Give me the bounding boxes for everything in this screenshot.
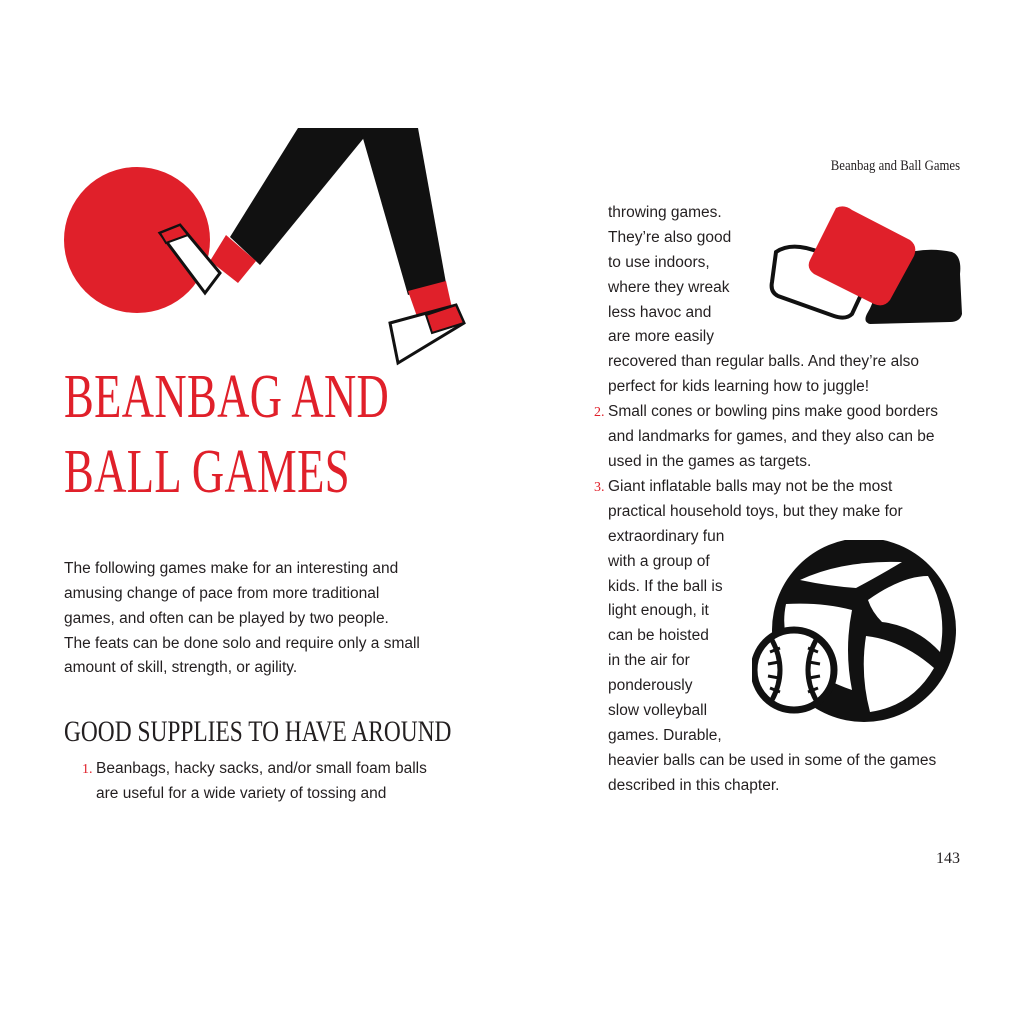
left-leg-icon	[230, 128, 372, 265]
list-item-3-line: Giant inflatable balls may not be the most	[608, 478, 893, 495]
list-item-1-cont-line: where they wreak	[608, 279, 730, 296]
list-item-1-cont-line: are more easily	[608, 328, 714, 345]
page-number: 143	[936, 850, 960, 867]
list-item-3-line: described in this chapter.	[608, 777, 780, 794]
right-shoe-icon	[390, 305, 464, 363]
intro-line: amount of skill, strength, or agility.	[64, 659, 298, 676]
list-item-1-cont-line: less havoc and	[608, 304, 712, 321]
intro-line: games, and often can be played by two people.	[64, 610, 389, 627]
list-item-2-line: and landmarks for games, and they also can be	[608, 428, 935, 445]
list-item-1-cont-line: They’re also good	[608, 229, 732, 246]
chapter-title-line1: BEANBAG AND	[64, 363, 390, 431]
right-leg-icon	[360, 128, 446, 295]
list-number-1: 1.	[82, 762, 93, 777]
list-item-1-cont-line: to use indoors,	[608, 254, 710, 271]
list-number-2: 2.	[594, 405, 605, 420]
intro-line: The following games make for an interesting and	[64, 560, 399, 577]
list-item-3-line: games. Durable,	[608, 727, 722, 744]
list-item-3-line: practical household toys, but they make for	[608, 503, 903, 520]
list-item-1-cont-line: perfect for kids learning how to juggle!	[608, 378, 870, 395]
volleyball-baseball-illustration	[752, 540, 958, 726]
list-item-1-line: Beanbags, hacky sacks, and/or small foam balls	[96, 760, 427, 777]
list-item-2-line: used in the games as targets.	[608, 453, 812, 470]
list-item-1-cont-line: recovered than regular balls. And they’re also	[608, 353, 920, 370]
list-item-3-line: kids. If the ball is	[608, 578, 723, 595]
list-item-3-line: extraordinary fun	[608, 528, 725, 545]
running-header: Beanbag and Ball Games	[830, 158, 960, 174]
list-item-3-line: heavier balls can be used in some of the games	[608, 752, 937, 769]
list-item-2-line: Small cones or bowling pins make good borders	[608, 403, 938, 420]
list-item-1-cont-line: throwing games.	[608, 204, 722, 221]
beanbags-illustration	[766, 204, 966, 326]
list-item-3-line: light enough, it	[608, 602, 709, 619]
list-item-3-line: ponderously	[608, 677, 693, 694]
intro-line: amusing change of pace from more traditional	[64, 585, 380, 602]
list-item-3-line: in the air for	[608, 652, 690, 669]
list-item-3-line: can be hoisted	[608, 627, 709, 644]
baseball-icon	[754, 630, 834, 710]
intro-line: The feats can be done solo and require only a small	[64, 635, 420, 652]
list-item-3-line: slow volleyball	[608, 702, 708, 719]
ball-and-legs-illustration	[60, 125, 480, 375]
chapter-title-line2: BALL GAMES	[64, 438, 350, 506]
list-number-3: 3.	[594, 480, 605, 495]
list-item-1-line: are useful for a wide variety of tossing and	[96, 785, 387, 802]
list-item-3-line: with a group of	[608, 553, 710, 570]
section-subheading: GOOD SUPPLIES TO HAVE AROUND	[64, 715, 452, 748]
